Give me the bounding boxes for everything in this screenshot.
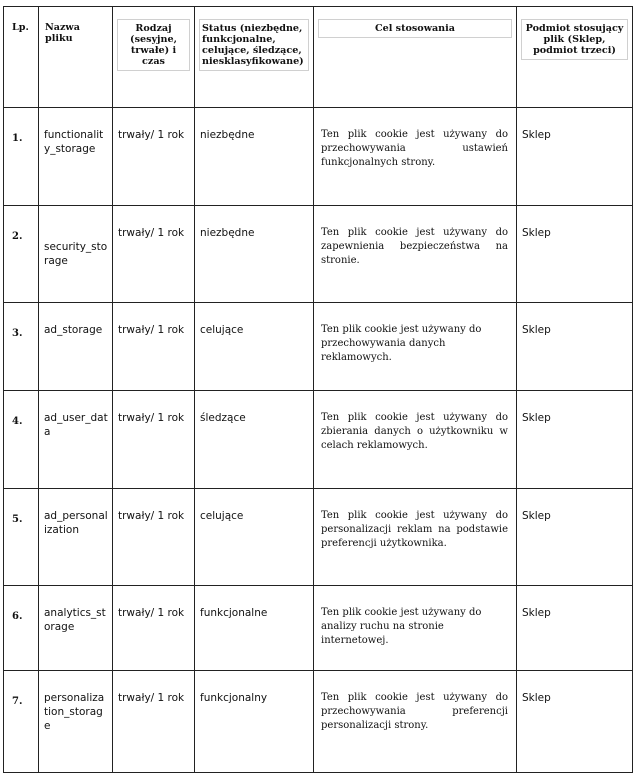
table-row <box>4 586 633 671</box>
row-status: celujące <box>195 303 314 391</box>
row-lp: 6. <box>4 586 39 671</box>
row-entity: Sklep <box>517 391 633 489</box>
cookie-table <box>3 6 633 773</box>
row-cookie-name: security_storage <box>44 241 108 267</box>
row-lp: 3. <box>4 303 39 391</box>
row-goal: Ten plik cookie jest używany do analizy ruchu na stronie internetowej. <box>314 586 517 671</box>
table-row <box>4 303 633 391</box>
row-lp: 2. <box>4 206 39 303</box>
row-status: funkcjonalne <box>195 586 314 671</box>
row-entity: Sklep <box>517 671 633 773</box>
row-type: trwały/ 1 rok <box>113 671 195 773</box>
row-goal: Ten plik cookie jest używany do przechowywania danych reklamowych. <box>314 303 517 391</box>
header-row <box>4 7 633 108</box>
row-type: trwały/ 1 rok <box>113 108 195 206</box>
row-cookie-name: personalization_storage <box>44 692 105 732</box>
header-status: Status (niezbędne, funkcjonalne, celujące, śledzące, niesklasyfikowane) <box>195 7 314 108</box>
row-lp: 5. <box>4 489 39 586</box>
header-entity: Podmiot stosujący plik (Sklep, podmiot trzeci) <box>517 7 633 108</box>
row-goal: Ten plik cookie jest używany do zbierania danych o użytkowniku w celach reklamowych. <box>314 391 517 489</box>
row-goal: Ten plik cookie jest używany do przechowywania preferencji personalizacji strony. <box>314 671 517 773</box>
row-cookie-name: ad_storage <box>44 324 103 336</box>
row-goal: Ten plik cookie jest używany do przechowywania ustawień funkcjonalnych strony. <box>314 108 517 206</box>
row-goal: Ten plik cookie jest używany do zapewnienia bezpieczeństwa na stronie. <box>314 206 517 303</box>
row-cookie-name: ad_personalization <box>44 510 108 536</box>
row-entity: Sklep <box>517 108 633 206</box>
row-type: trwały/ 1 rok <box>113 303 195 391</box>
row-type: trwały/ 1 rok <box>113 391 195 489</box>
row-lp: 7. <box>4 671 39 773</box>
table-row <box>4 671 633 773</box>
row-status: funkcjonalny <box>195 671 314 773</box>
row-lp: 1. <box>4 108 39 206</box>
row-entity: Sklep <box>517 303 633 391</box>
row-status: niezbędne <box>195 108 314 206</box>
row-cookie-name: ad_user_data <box>44 412 108 438</box>
row-type: trwały/ 1 rok <box>113 206 195 303</box>
row-type: trwały/ 1 rok <box>113 586 195 671</box>
table-row <box>4 108 633 206</box>
row-entity: Sklep <box>517 206 633 303</box>
header-goal: Cel stosowania <box>314 7 517 108</box>
header-type: Rodzaj (sesyjne, trwałe) i czas <box>113 7 195 108</box>
row-status: śledzące <box>195 391 314 489</box>
table-row <box>4 391 633 489</box>
row-type: trwały/ 1 rok <box>113 489 195 586</box>
table-row <box>4 206 633 303</box>
row-cookie-name: analytics_storage <box>44 607 106 633</box>
row-entity: Sklep <box>517 489 633 586</box>
row-entity: Sklep <box>517 586 633 671</box>
table-row <box>4 489 633 586</box>
row-cookie-name: functionality_storage <box>44 129 104 155</box>
row-lp: 4. <box>4 391 39 489</box>
header-lp: Lp. <box>4 7 39 108</box>
row-status: celujące <box>195 489 314 586</box>
row-goal: Ten plik cookie jest używany do personalizacji reklam na podstawie preferencji użytkownika. <box>314 489 517 586</box>
header-name: Nazwa pliku <box>39 7 113 108</box>
row-status: niezbędne <box>195 206 314 303</box>
